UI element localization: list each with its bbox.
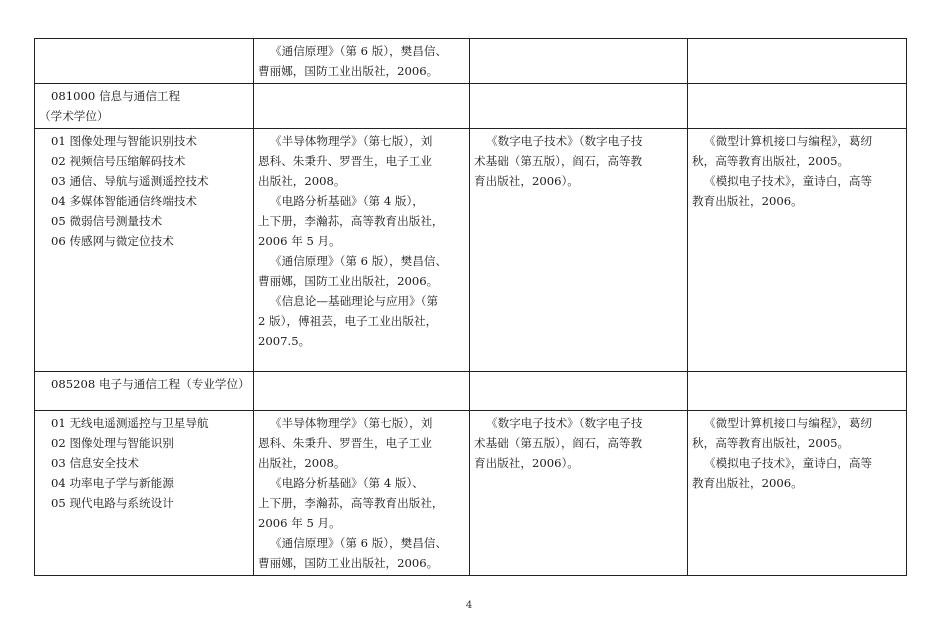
text-line: 《模拟电子技术》，童诗白，高等 [704,174,873,188]
direction-item: 03 信息安全技术 [51,456,140,470]
text-line: 上下册，李瀚荪，高等教育出版社， [258,214,444,228]
table-row [35,129,907,372]
cell-equivalent-textbooks [688,129,907,372]
direction-item: 05 现代电路与系统设计 [51,496,174,510]
cell-blank [35,39,254,84]
text-line: 《半导体物理学》（第七版），刘 [270,416,433,430]
direction-item: 04 多媒体智能通信终端技术 [51,194,197,208]
text-line: 术基础（第五版），阎石，高等教 [474,154,643,168]
subject-table [34,38,907,576]
cell-blank [470,84,688,129]
cell-textbooks [254,39,470,84]
direction-item: 03 通信、导航与遥测遥控技术 [51,174,209,188]
text-line: 《通信原理》（第 6 版），樊昌信、 [270,254,448,268]
direction-item: 04 功率电子学与新能源 [51,476,174,490]
text-line: 2006 年 5 月。 [258,234,341,248]
cell-retest-textbooks [470,411,688,576]
text-line: 上下册，李瀚荪，高等教育出版社， [258,496,444,510]
cell-exam-textbooks [254,411,470,576]
direction-item: 01 图像处理与智能识别技术 [51,134,197,148]
table-row [35,39,907,84]
text-line: 曹丽娜，国防工业出版社，2006。 [258,274,439,288]
text-line: 《电路分析基础》（第 4 版）、 [270,476,424,490]
text-line: 教育出版社，2006。 [692,194,803,208]
text-line: 秋，高等教育出版社，2005。 [692,154,850,168]
direction-item: 02 视频信号压缩解码技术 [51,154,186,168]
text-line: 出版社，2008。 [258,174,346,188]
text-line: 出版社，2008。 [258,456,346,470]
text-line: 《半导体物理学》（第七版），刘 [270,134,433,148]
program-title-text: 085208 电子与通信工程（专业学位） [51,377,250,391]
cell-program-title [35,84,254,129]
text-line: 《数字电子技术》（数字电子技 [486,134,643,148]
cell-research-directions [35,411,254,576]
cell-exam-textbooks [254,129,470,372]
cell-blank [254,84,470,129]
table-row [35,411,907,576]
text-line: 2 版），傅祖芸，电子工业出版社， [258,314,438,328]
cell-blank [688,39,907,84]
text-line: 秋，高等教育出版社，2005。 [692,436,850,450]
direction-item: 05 微弱信号测量技术 [51,214,163,228]
text-line: 《微型计算机接口与编程》，葛纫 [704,134,873,148]
text-line: 《通信原理》（第 6 版），樊昌信、 [270,44,448,58]
text-line: 《信息论—基础理论与应用》（第 [270,294,439,308]
text-line: 2006 年 5 月。 [258,516,341,530]
cell-blank [688,372,907,411]
cell-retest-textbooks [470,129,688,372]
cell-research-directions [35,129,254,372]
text-line: 2007.5。 [258,334,311,348]
cell-equivalent-textbooks [688,411,907,576]
cell-blank [254,372,470,411]
table-row [35,372,907,411]
page-number: 4 [465,600,473,611]
text-line: 《微型计算机接口与编程》，葛纫 [704,416,873,430]
text-line: 《模拟电子技术》，童诗白，高等 [704,456,873,470]
program-code-line: 081000 信息与通信工程 [51,89,181,103]
text-line: 《通信原理》（第 6 版），樊昌信、 [270,536,448,550]
text-line: 《数字电子技术》（数字电子技 [486,416,643,430]
program-type-line: （学术学位） [39,109,109,123]
text-line: 曹丽娜，国防工业出版社，2006。 [258,556,439,570]
text-line: 恩科、朱秉升、罗晋生，电子工业 [258,436,432,450]
direction-item: 01 无线电遥测遥控与卫星导航 [51,416,209,430]
text-line: 《电路分析基础》（第 4 版）， [270,194,424,208]
text-line: 恩科、朱秉升、罗晋生，电子工业 [258,154,432,168]
text-line: 育出版社，2006）。 [474,174,579,188]
text-line: 曹丽娜，国防工业出版社，2006。 [258,64,439,78]
cell-blank [688,84,907,129]
direction-item: 02 图像处理与智能识别 [51,436,174,450]
cell-blank [470,372,688,411]
text-line: 术基础（第五版），阎石，高等教 [474,436,643,450]
cell-blank [470,39,688,84]
table-row [35,84,907,129]
direction-item: 06 传感网与微定位技术 [51,234,174,248]
cell-program-title [35,372,254,411]
text-line: 育出版社，2006）。 [474,456,579,470]
text-line: 教育出版社，2006。 [692,476,803,490]
